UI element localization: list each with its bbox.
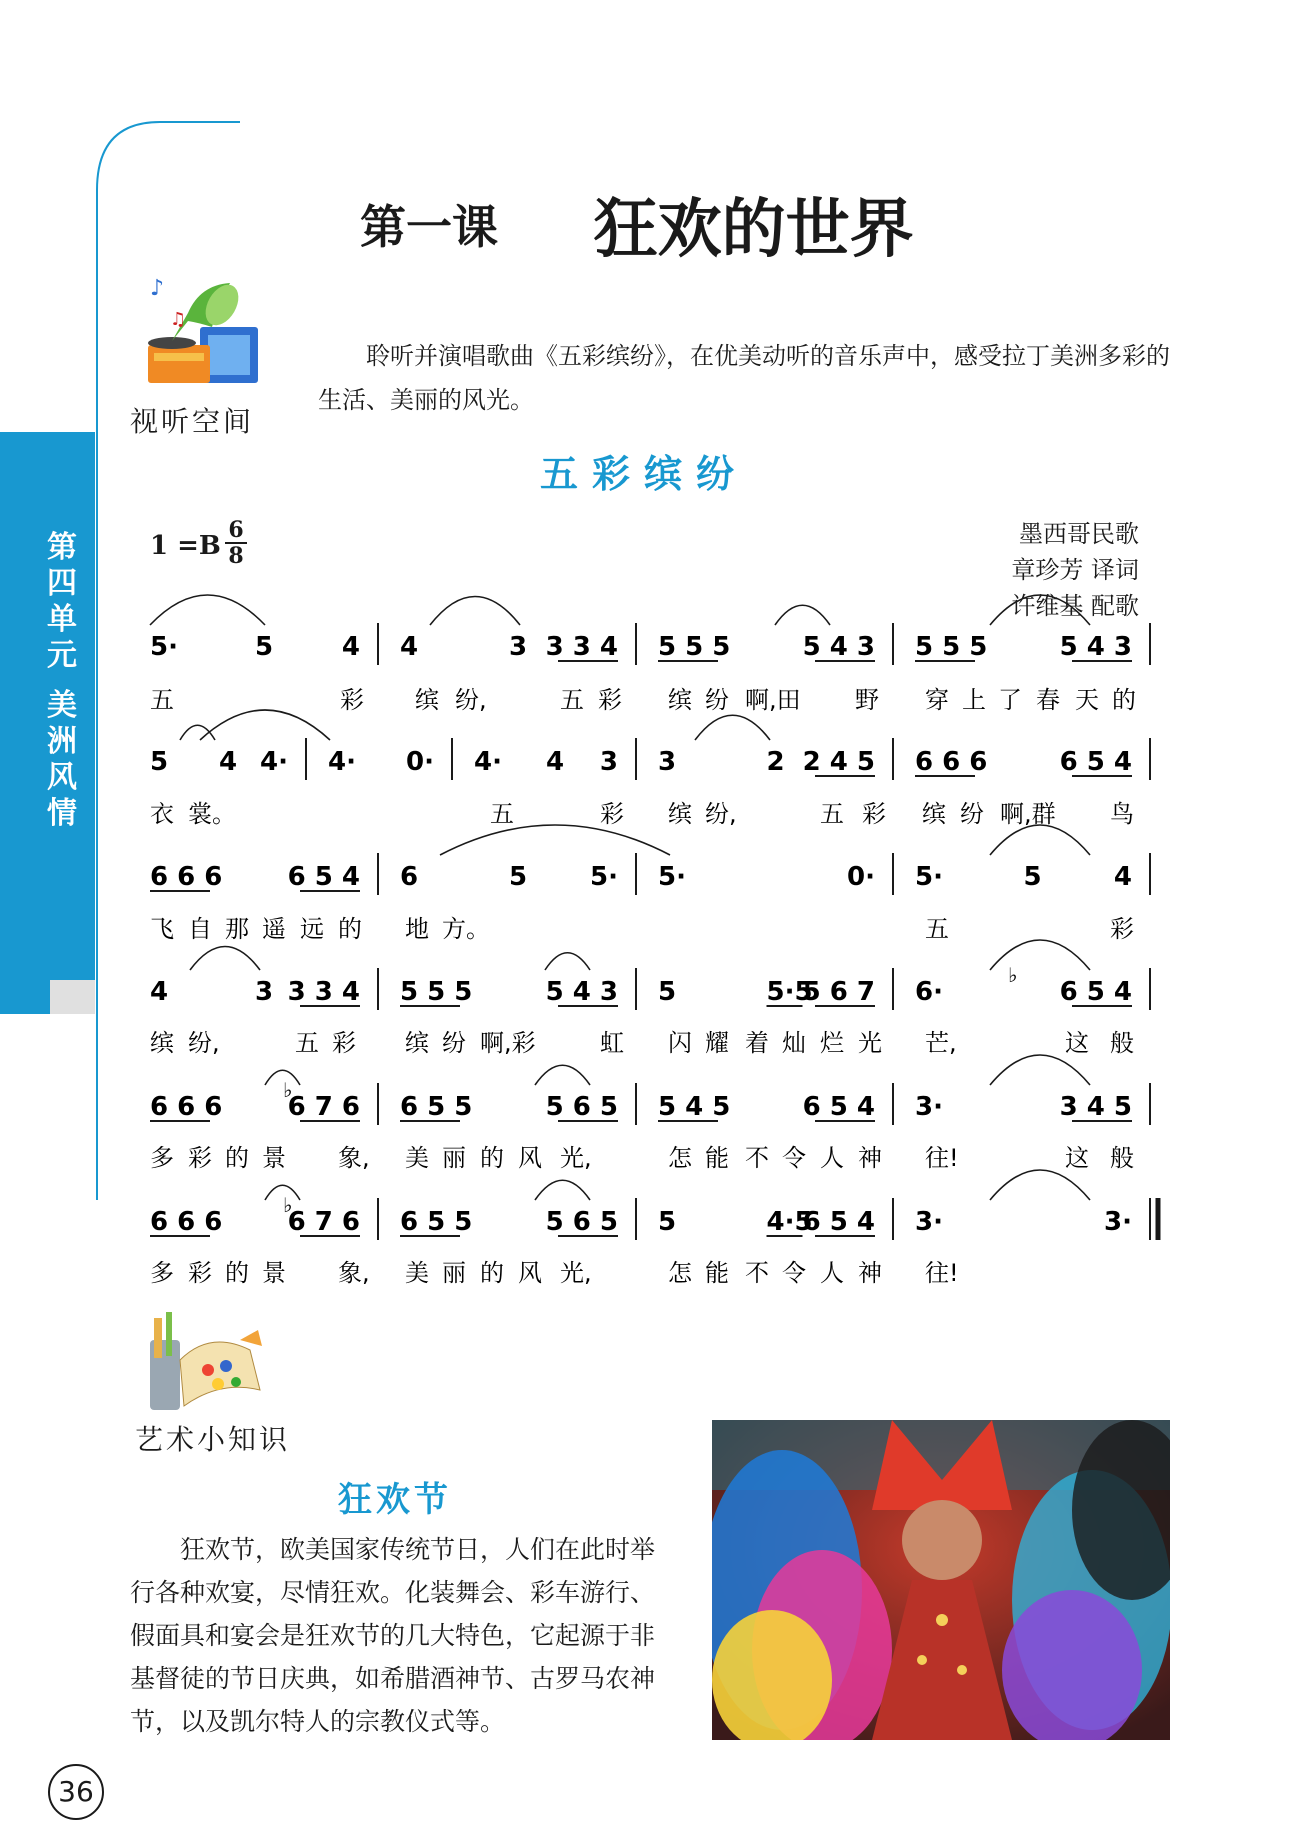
note-group: 6 5 5 [400,1207,473,1237]
lyric: 光 [858,1029,882,1057]
note-group: 4 [219,747,238,777]
flat-accidental: ♭ [283,1078,293,1102]
lyric: 啊,群 [1000,800,1056,828]
lyric: 风 [518,1144,542,1172]
note-group: 5 [1023,862,1042,892]
note-group: 5 [150,747,169,777]
note-group: 3 [658,747,677,777]
lesson-number: 第一课 [360,200,498,254]
note-group: 6 5 4 [1059,977,1132,1007]
lyric: 彩 [600,800,624,828]
lyric: 纷, [705,800,737,828]
key-signature: 1 =B [150,531,221,561]
note-group: 3 3 4 [287,977,360,1007]
note-group: 5 5 5 [400,977,473,1007]
note-group: 0· [847,862,875,892]
slur [535,1065,590,1085]
note-group: 6 5 4 [287,862,360,892]
note-group: 5 5 5 [658,632,731,662]
lyric: 怎 [668,1259,692,1287]
lyric: 灿 [782,1029,806,1057]
note-group: 6 [400,862,419,892]
carnival-title: 狂欢节 [338,1480,452,1520]
slur [990,825,1090,855]
note-group: 6 5 5 [400,1092,473,1122]
lyric: 裳。 [188,800,236,828]
slur [535,1180,590,1200]
lyric: 不 [745,1259,769,1287]
lyric: 不 [745,1144,769,1172]
lyric: 着 [745,1029,769,1057]
lyric: 飞 [150,915,174,943]
lyric: 五 [560,686,584,714]
unit-label: 第 四 单 元 美 洲 风 情 [47,530,77,831]
slur [990,940,1090,970]
lyric: 穿 [925,686,949,714]
note-group: 4 [400,632,419,662]
note-group: 5 4 3 [802,632,875,662]
lyric: 纷 [442,1029,466,1057]
note-group: 5 5 5 [915,632,988,662]
note-group: 4· [474,747,502,777]
note-group: 2 [766,747,785,777]
lyric: 景 [262,1259,286,1287]
lyric: 缤 [668,800,692,828]
lyric: 的 [1112,686,1136,714]
note-group: 5 [658,1207,677,1237]
lyric: 的 [225,1144,249,1172]
lyric: 能 [705,1144,729,1172]
lyric: 虹 [600,1029,624,1057]
note-group: 6 7 6 [287,1207,360,1237]
note-group: 5 6 7 [802,977,875,1007]
lyric: 缤 [668,686,692,714]
note-group: 0· [406,747,434,777]
lyric: 闪 [668,1029,692,1057]
slur [695,715,770,740]
lyric: 多 [150,1144,174,1172]
note-group: 5 4 3 [545,977,618,1007]
lyric: 丽 [442,1144,466,1172]
lyric: 五 [925,915,949,943]
lyric: 往! [925,1144,959,1172]
svg-text:♫: ♫ [170,309,187,330]
lyric: 彩 [332,1029,356,1057]
lyric: 象, [338,1259,370,1287]
lyric: 彩 [1110,915,1134,943]
note-group: 5 6 5 [545,1207,618,1237]
lyric: 景 [262,1144,286,1172]
lyric: 纷, [188,1029,220,1057]
note-group: 6 6 6 [150,862,223,892]
lyric: 自 [188,915,212,943]
lyric: 缤 [150,1029,174,1057]
lyric: 彩 [598,686,622,714]
lyric: 地 [405,915,429,943]
art-section-label: 艺术小知识 [135,1423,291,1456]
note-group: 6 6 6 [915,747,988,777]
lyric: 人 [820,1144,844,1172]
lyric: 纷 [705,686,729,714]
note-group: 3 [509,632,528,662]
slur [190,947,260,971]
note-group: 6 5 4 [802,1207,875,1237]
lyric: 缤 [405,1029,429,1057]
slur [775,605,830,625]
lyric: 丽 [442,1259,466,1287]
note-group: 6· [915,977,943,1007]
note-group: 4·5 [766,1207,813,1237]
lyric: 的 [225,1259,249,1287]
note-group: 6 7 6 [287,1092,360,1122]
note-group: 3 4 5 [1059,1092,1132,1122]
lyric: 往! [925,1259,959,1287]
lyric: 芒, [925,1029,957,1057]
lyric: 烂 [820,1029,844,1057]
lyric: 上 [962,686,986,714]
note-group: 6 6 6 [150,1092,223,1122]
note-group: 5 [509,862,528,892]
note-group: 3 3 4 [545,632,618,662]
song-translator: 章珍芳 译词 [1011,556,1139,584]
art-supplies-icon [140,1310,270,1420]
slur [200,710,330,740]
note-group: 4 [546,747,565,777]
lyric: 神 [858,1259,882,1287]
lesson-title: 狂欢的世界 [593,193,914,267]
lyric: 鸟 [1110,800,1134,828]
lyric: 光, [560,1259,592,1287]
lyric: 令 [782,1259,806,1287]
lyric: 五 [150,686,174,714]
song-origin: 墨西哥民歌 [1019,520,1139,548]
lyric: 光, [560,1144,592,1172]
song-arranger: 许维基 配歌 [1011,592,1139,620]
lyric: 这 [1065,1029,1089,1057]
lyric: 啊,彩 [480,1029,536,1057]
slur [430,597,520,626]
lyric: 人 [820,1259,844,1287]
lyric: 彩 [340,686,364,714]
lyric: 了 [998,686,1022,714]
lyric: 纷 [960,800,984,828]
note-group: 5 6 5 [545,1092,618,1122]
listen-section-label: 视听空间 [130,405,255,438]
lyric: 美 [405,1259,429,1287]
lyric: 能 [705,1259,729,1287]
slur [990,1055,1090,1085]
note-group: 5· [658,862,686,892]
lyric: 野 [855,686,879,714]
note-group: 5 [658,977,677,1007]
lyric: 彩 [862,800,886,828]
lyric: 天 [1075,686,1099,714]
note-group: 5· [590,862,618,892]
lyric: 的 [480,1259,504,1287]
lyric: 缤 [415,686,439,714]
lyric: 耀 [705,1029,729,1057]
note-group: 6 5 4 [802,1092,875,1122]
lyric: 啊,田 [745,686,801,714]
note-group: 6 5 4 [1059,747,1132,777]
note-group: 4· [260,747,288,777]
flat-accidental: ♭ [1008,963,1018,987]
note-group: 3 [255,977,274,1007]
lyric: 般 [1110,1144,1134,1172]
note-group: 3· [915,1092,943,1122]
lyric: 的 [480,1144,504,1172]
slur [990,595,1090,625]
lyric: 这 [1065,1144,1089,1172]
lyric: 远 [300,915,324,943]
slur [440,825,670,855]
svg-text:♪: ♪ [150,276,165,301]
lyric: 象, [338,1144,370,1172]
lyric: 风 [518,1259,542,1287]
slur [990,1170,1090,1200]
lyric: 美 [405,1144,429,1172]
note-group: 5 4 5 [658,1092,731,1122]
lyric: 遥 [262,915,286,943]
lyric: 衣 [150,800,174,828]
lyric: 多 [150,1259,174,1287]
lyric: 五 [820,800,844,828]
lyric: 五 [295,1029,319,1057]
page-number: 36 [48,1764,104,1820]
carnival-description: 狂欢节，欧美国家传统节日，人们在此时举行各种欢宴，尽情狂欢。化装舞会、彩车游行、假面具和宴会是狂欢节的几大特色，它起源于非基督徒的节日庆典，如希腊酒神节、古罗马农神节，以及凯尔特人的宗教仪式等。 [130,1535,656,1736]
note-group: 4 [150,977,169,1007]
note-group: 6 6 6 [150,1207,223,1237]
note-group: 5·5 [766,977,813,1007]
lyric: 方。 [442,915,490,943]
lyric: 彩 [188,1144,212,1172]
note-group: 5· [150,632,178,662]
lyric: 的 [338,915,362,943]
slur [150,595,265,625]
time-signature: 6 8 [225,518,247,568]
lyric: 那 [225,915,249,943]
slur [545,953,590,970]
flat-accidental: ♭ [283,1193,293,1217]
note-group: 5· [915,862,943,892]
note-group: 3· [1104,1207,1132,1237]
note-group: 4 [1113,862,1132,892]
lyric: 五 [490,800,514,828]
note-group: 4 [341,632,360,662]
note-group: 3· [915,1207,943,1237]
lyric: 怎 [668,1144,692,1172]
note-group: 4· [328,747,356,777]
lyric: 春 [1036,686,1060,714]
note-group: 5 4 3 [1059,632,1132,662]
lyric: 纷, [455,686,487,714]
lyric: 彩 [188,1259,212,1287]
note-group: 3 [599,747,618,777]
carnival-dancer-photo [712,1420,1170,1740]
note-group: 2 4 5 [802,747,875,777]
lyric: 神 [858,1144,882,1172]
lyric: 般 [1110,1029,1134,1057]
song-title: 五彩缤纷 [540,452,749,496]
lyric: 缤 [922,800,946,828]
listen-intro: 聆听并演唱歌曲《五彩缤纷》，在优美动听的音乐声中，感受拉丁美洲多彩的生活、美丽的风光。 [318,342,1170,414]
note-group: 5 [255,632,274,662]
lyric: 令 [782,1144,806,1172]
